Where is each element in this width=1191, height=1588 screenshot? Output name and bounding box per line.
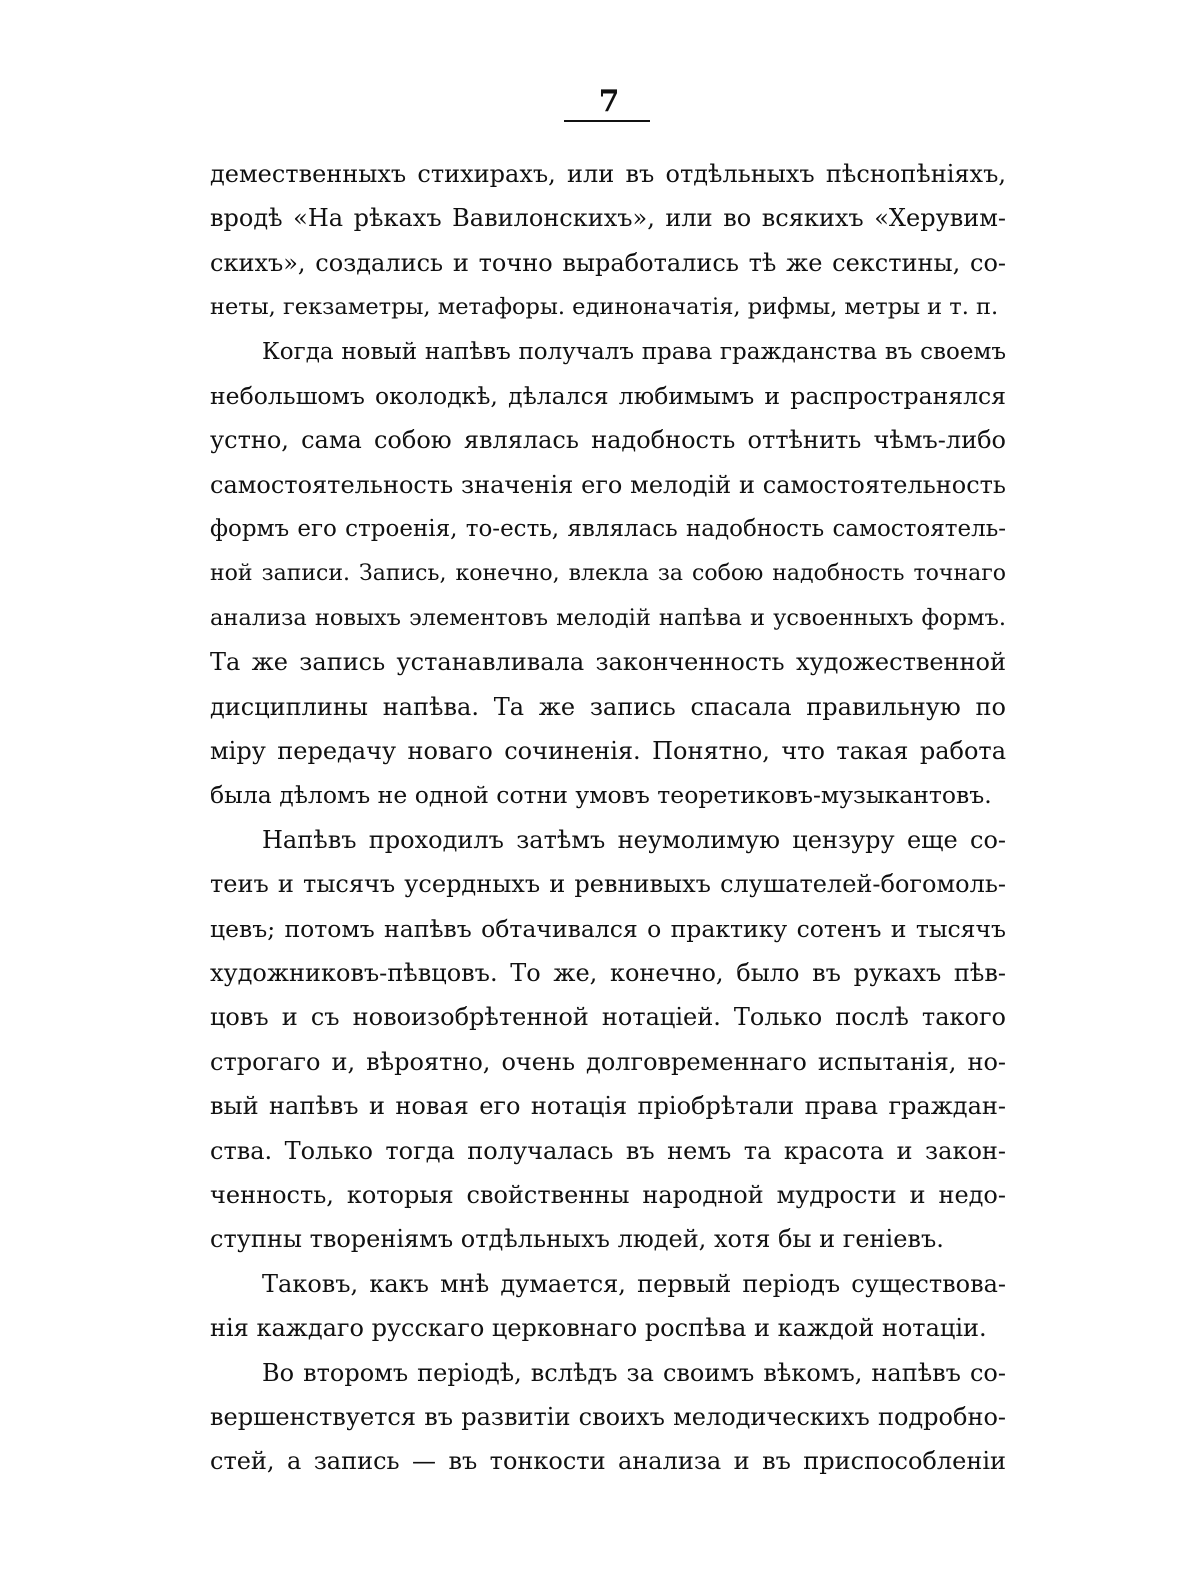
text-line: демественныхъ стихирахъ, или въ отдѣльныхъ пѣснопѣніяхъ, bbox=[210, 160, 1006, 188]
text-line: Когда новый напѣвъ получалъ права гражданства въ своемъ bbox=[262, 338, 1006, 365]
text-line: Та же запись устанавливала законченность художественной bbox=[210, 648, 1006, 677]
text-line: ченность, которыя свойственны народной мудрости и недо- bbox=[210, 1180, 1006, 1209]
text-line: скихъ», создались и точно выработались тѣ же секстины, со- bbox=[210, 248, 1006, 277]
text-line: нія каждаго русскаго церковнаго роспѣва и каждой нотаціи. bbox=[210, 1314, 987, 1343]
text-line: дисциплины напѣва. Та же запись спасала правильную по bbox=[210, 692, 1006, 721]
text-line: Во второмъ періодѣ, вслѣдъ за своимъ вѣкомъ, напѣвъ со- bbox=[262, 1358, 1006, 1387]
text-line: небольшомъ околодкѣ, дѣлался любимымъ и распространялся bbox=[210, 381, 1006, 410]
text-line: самостоятельность значенія его мелодій и самостоятельность bbox=[210, 470, 1006, 499]
text-line: устно, сама собою являлась надобность оттѣнить чѣмъ-либо bbox=[210, 426, 1006, 455]
text-line: цовъ и съ новоизобрѣтенной нотаціей. Только послѣ такого bbox=[210, 1003, 1006, 1032]
text-line: теиъ и тысячъ усердныхъ и ревнивыхъ слушателей-богомоль- bbox=[210, 870, 1006, 899]
text-line: вершенствуется въ развитіи своихъ мелодическихъ подробно- bbox=[210, 1402, 1006, 1431]
page-number: 7 bbox=[598, 84, 621, 119]
text-line: Таковъ, какъ мнѣ думается, первый періодъ существова- bbox=[262, 1269, 1006, 1298]
text-line: формъ его строенія, то-есть, являлась надобность самостоятель- bbox=[210, 516, 1006, 543]
page-number-rule bbox=[564, 120, 650, 122]
text-line: художниковъ-пѣвцовъ. То же, конечно, было въ рукахъ пѣв- bbox=[210, 959, 1006, 988]
text-line: неты, гекзаметры, метафоры. единоначатія, рифмы, метры и т. п. bbox=[210, 294, 999, 321]
body-text bbox=[210, 152, 1006, 1484]
text-line: ной записи. Запись, конечно, влекла за собою надобность точнаго bbox=[210, 560, 1006, 586]
text-line: вродѣ «На рѣкахъ Вавилонскихъ», или во всякихъ «Херувим- bbox=[210, 204, 1006, 233]
text-line: міру передачу новаго сочиненія. Понятно, что такая работа bbox=[210, 737, 1006, 766]
text-line: цевъ; потомъ напѣвъ обтачивался о практику сотенъ и тысячъ bbox=[210, 914, 1006, 943]
text-line: ства. Только тогда получалась въ немъ та красота и закон- bbox=[210, 1136, 1006, 1165]
text-line: вый напѣвъ и новая его нотація пріобрѣтали права граждан- bbox=[210, 1092, 1006, 1121]
text-line: Напѣвъ проходилъ затѣмъ неумолимую цензуру еще со- bbox=[262, 825, 1006, 854]
text-line: стей, а запись — въ тонкости анализа и въ приспособленіи bbox=[210, 1447, 1006, 1476]
text-line: анализа новыхъ элементовъ мелодій напѣва и усвоенныхъ формъ. bbox=[210, 604, 1006, 631]
text-line: ступны твореніямъ отдѣльныхъ людей, хотя бы и геніевъ. bbox=[210, 1225, 944, 1254]
text-line: была дѣломъ не одной сотни умовъ теоретиковъ-музыкантовъ. bbox=[210, 781, 992, 810]
text-line: строгаго и, вѣроятно, очень долговременнаго испытанія, но- bbox=[210, 1047, 1006, 1076]
